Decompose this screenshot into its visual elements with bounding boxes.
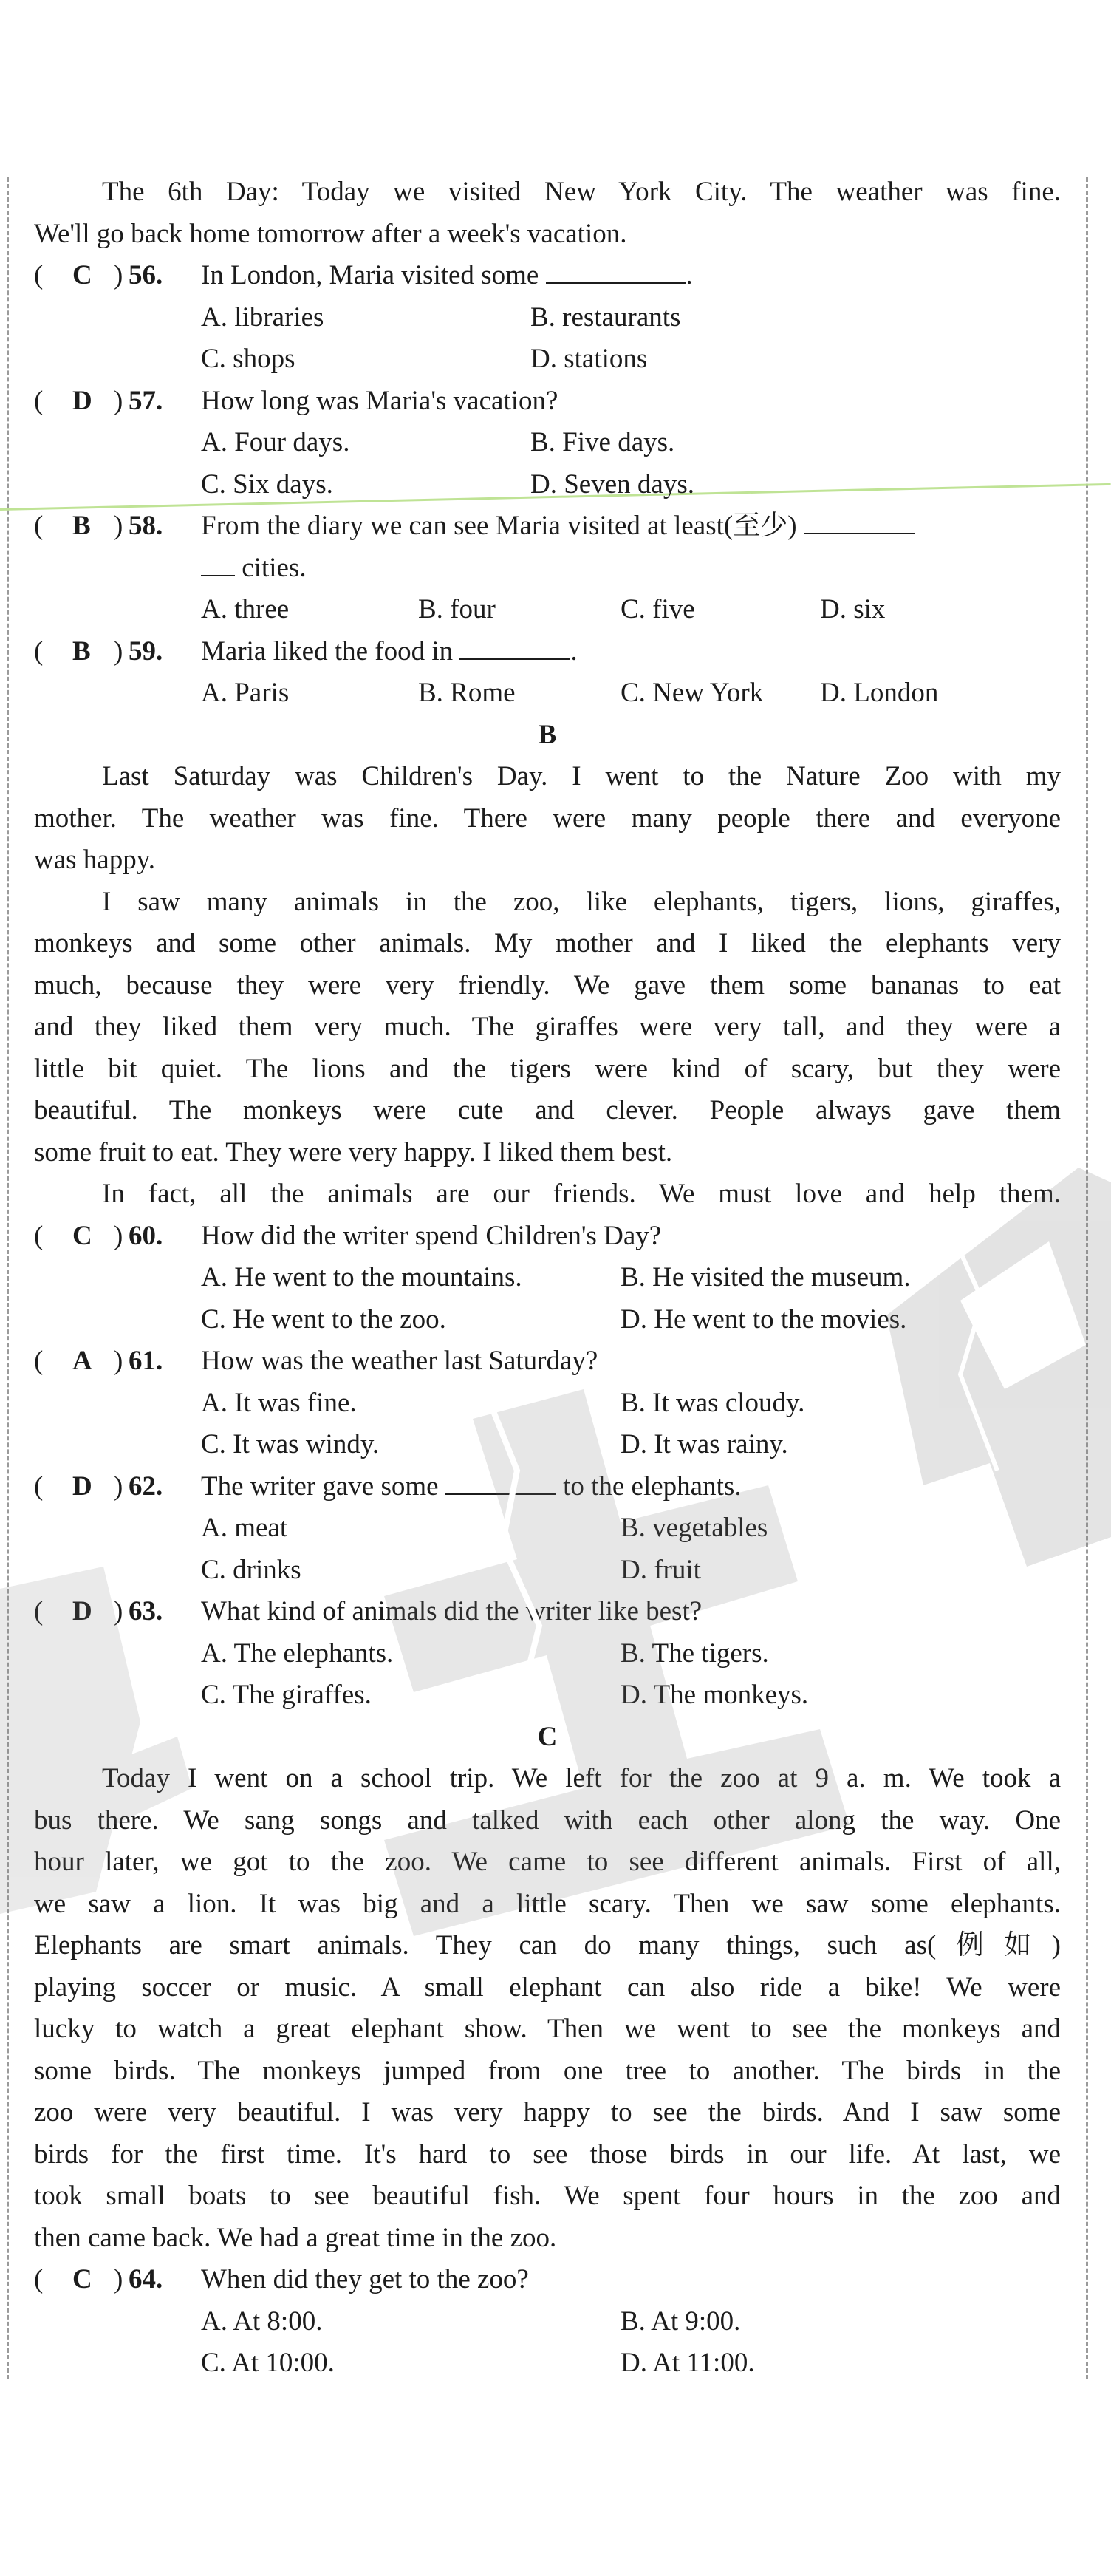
answer-59: B — [72, 636, 91, 667]
question-58: ( B ) 58. From the diary we can see Maria visited at least(至少) — [34, 505, 1061, 548]
option-a: A. He went to the mountains. — [201, 1262, 522, 1292]
options-row — [34, 1299, 1061, 1341]
option-c: C. Six days. — [201, 468, 333, 500]
option-d: D. He went to the movies. — [621, 1304, 907, 1335]
options-row — [34, 589, 1061, 631]
passage-c-line: Elephants are smart animals. They can do many things, such as(例如) — [34, 1930, 1061, 1960]
answer-63: D — [72, 1596, 92, 1626]
question-63: ( D ) 63. What kind of animals did the writer like best? — [34, 1591, 1061, 1633]
option-c: C. At 10:00. — [201, 2348, 335, 2378]
option-a: A. libraries — [201, 301, 324, 333]
option-d: D. London — [820, 678, 939, 708]
option-d: D. The monkeys. — [621, 1680, 809, 1710]
answer-56: C — [72, 260, 92, 290]
answer-blank — [804, 511, 915, 534]
section-heading-c: C — [537, 1721, 558, 1752]
option-b: B. four — [418, 594, 496, 624]
question-62: ( D ) 62. The writer gave some to the elephants. — [34, 1466, 1061, 1508]
question-59: ( B ) 59. Maria liked the food in . — [34, 631, 1061, 673]
option-b: B. Five days. — [530, 427, 675, 457]
question-57: ( D ) 57. How long was Maria's vacation? — [34, 381, 1061, 423]
passage-c-line: took small boats to see beautiful fish. We spent four hours in the zoo and — [34, 2181, 1061, 2211]
passage-b-line: little bit quiet. The lions and the tigers were kind of scary, but they were — [34, 1053, 1061, 1084]
passage-c-line: playing soccer or music. A small elephant can also ride a bike! We were — [34, 1972, 1061, 2003]
passage-c-line: lucky to watch a great elephant show. Then we went to see the monkeys and — [34, 2014, 1061, 2044]
option-d: D. stations — [530, 344, 648, 374]
passage-c-line: hour later, we got to the zoo. We came to see different animals. First of all, — [34, 1847, 1061, 1877]
options-row — [34, 672, 1061, 715]
answer-blank — [201, 553, 235, 576]
options-row — [34, 1674, 1061, 1717]
option-a: A. meat — [201, 1513, 288, 1543]
option-c: C. shops — [201, 344, 295, 374]
passage-c-line: some birds. The monkeys jumped from one tree to another. The birds in the — [34, 2055, 1061, 2086]
option-a: A. It was fine. — [201, 1387, 357, 1418]
passage-b-line: I saw many animals in the zoo, like elephants, tigers, lions, giraffes, — [102, 886, 1061, 917]
answer-60: C — [72, 1220, 92, 1251]
passage-c-line: zoo were very beautiful. I was very happy to see the birds. And I saw some — [34, 2097, 1061, 2127]
option-a: A. Paris — [201, 678, 290, 708]
passage-c-line: Today I went on a school trip. We left for the zoo at 9 a. m. We took a — [102, 1763, 1061, 1793]
question-58-cont: cities. — [34, 548, 1061, 590]
question-64: ( C ) 64. When did they get to the zoo? — [34, 2259, 1061, 2301]
option-a: A. three — [201, 594, 290, 624]
option-c: C. drinks — [201, 1554, 301, 1585]
passage-b-line: In fact, all the animals are our friends. We must love and help them. — [102, 1179, 1061, 1209]
option-a: A. Four days. — [201, 427, 350, 457]
option-d: D. At 11:00. — [621, 2348, 755, 2378]
option-c: C. He went to the zoo. — [201, 1304, 446, 1335]
options-row — [34, 1507, 1061, 1550]
options-row — [34, 2301, 1061, 2343]
option-b: B. vegetables — [621, 1513, 768, 1543]
right-binding-line — [1086, 177, 1088, 2379]
option-d: D. Seven days. — [530, 468, 694, 500]
option-a: A. At 8:00. — [201, 2306, 323, 2337]
options-row — [34, 2342, 1061, 2385]
options-row — [34, 1383, 1061, 1425]
options-row — [34, 1424, 1061, 1466]
option-c: C. The giraffes. — [201, 1680, 372, 1710]
passage-b-line: was happy. — [34, 845, 156, 875]
answer-blank — [445, 1471, 556, 1495]
options-row — [34, 1550, 1061, 1592]
option-c: C. It was windy. — [201, 1429, 380, 1459]
passage-b-line: beautiful. The monkeys were cute and clever. People always gave them — [34, 1095, 1061, 1125]
passage-b-line: Last Saturday was Children's Day. I went to the Nature Zoo with my — [102, 761, 1061, 791]
answer-58: B — [72, 511, 91, 541]
question-61: ( A ) 61. How was the weather last Saturday? — [34, 1340, 1061, 1383]
question-56: ( C ) 56. In London, Maria visited some . — [34, 255, 1061, 297]
options-row — [34, 297, 1061, 339]
passage-c-line: bus there. We sang songs and talked with each other along the way. One — [34, 1805, 1061, 1836]
options-row — [34, 464, 1061, 506]
options-row — [34, 1633, 1061, 1675]
passage-b-line: some fruit to eat. They were very happy. I liked them best. — [34, 1137, 673, 1168]
passage-b-line: monkeys and some other animals. My mother and I liked the elephants very — [34, 928, 1061, 958]
passage-a-line: We'll go back home tomorrow after a week's vacation. — [34, 218, 627, 249]
option-b: B. It was cloudy. — [621, 1387, 805, 1418]
passage-c-line: then came back. We had a great time in the zoo. — [34, 2222, 557, 2253]
option-b: B. He visited the museum. — [621, 1262, 911, 1292]
option-b: B. The tigers. — [621, 1638, 769, 1669]
option-c: C. New York — [621, 678, 764, 708]
options-row — [34, 338, 1061, 381]
question-60: ( C ) 60. How did the writer spend Children's Day? — [34, 1216, 1061, 1258]
option-b: B. At 9:00. — [621, 2306, 741, 2337]
answer-64: C — [72, 2264, 92, 2294]
option-b: B. restaurants — [530, 301, 681, 333]
option-d: D. It was rainy. — [621, 1429, 788, 1459]
option-a: A. The elephants. — [201, 1638, 394, 1669]
option-b: B. Rome — [418, 678, 516, 708]
passage-c-line: birds for the first time. It's hard to see those birds in our life. At last, we — [34, 2139, 1061, 2170]
answer-61: A — [72, 1346, 92, 1376]
passage-b-line: and they liked them very much. The giraffes were very tall, and they were a — [34, 1012, 1061, 1042]
content-column — [34, 171, 1061, 2385]
answer-blank — [546, 260, 686, 284]
option-d: D. fruit — [621, 1554, 701, 1585]
passage-c-line: we saw a lion. It was big and a little scary. Then we saw some elephants. — [34, 1888, 1061, 1919]
option-c: C. five — [621, 594, 695, 624]
passage-b-line: much, because they were very friendly. We gave them some bananas to eat — [34, 970, 1061, 1001]
options-row — [34, 422, 1061, 464]
passage-b-line: mother. The weather was fine. There were many people there and everyone — [34, 803, 1061, 834]
answer-blank — [459, 636, 570, 660]
option-d: D. six — [820, 594, 886, 624]
answer-62: D — [72, 1471, 92, 1502]
answer-57: D — [72, 385, 92, 416]
section-heading-b: B — [538, 719, 557, 750]
passage-a-line: The 6th Day: Today we visited New York City. The weather was fine. — [102, 177, 1061, 207]
options-row — [34, 1257, 1061, 1299]
